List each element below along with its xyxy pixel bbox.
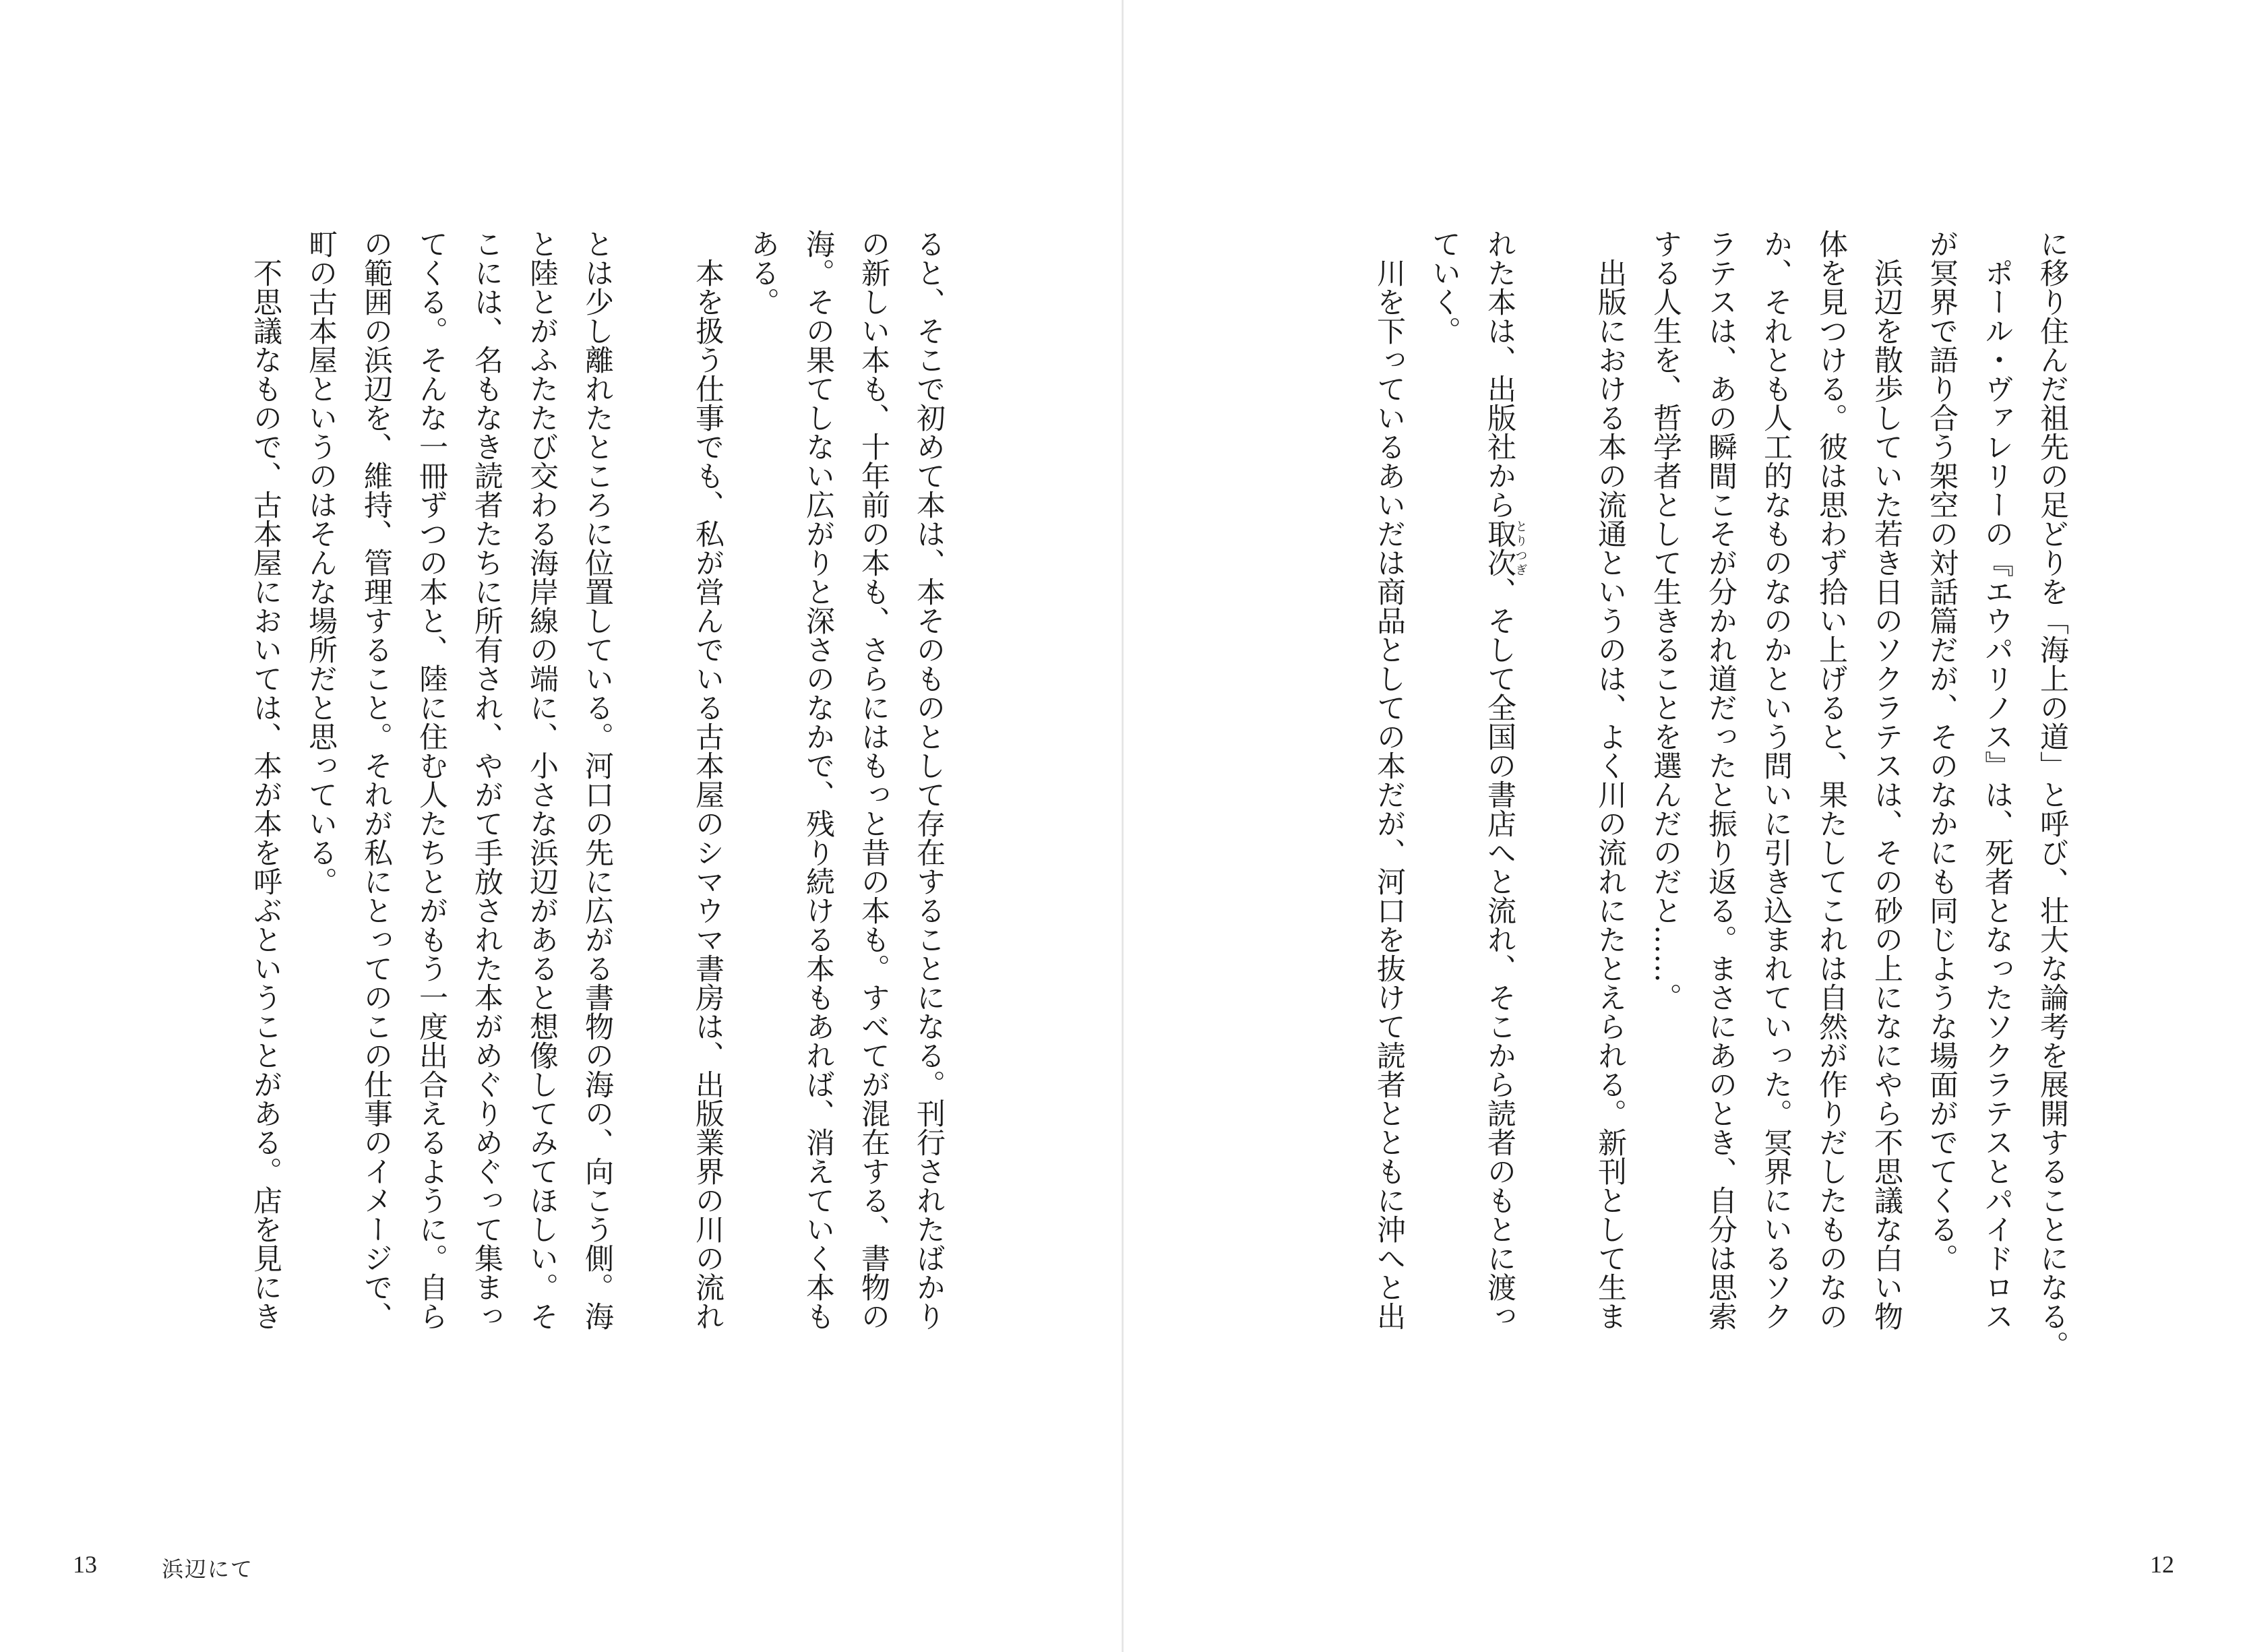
ruby-base: 取次 (1483, 519, 1516, 577)
body-line: と陸とがふたたび交わる海岸線の端に、小さな浜辺があると想像してみてほしい。そ (525, 229, 559, 1330)
page-number-left: 13 (73, 1551, 97, 1578)
running-head: 浜辺にて (162, 1556, 254, 1582)
body-line: 本を扱う仕事でも、私が営んでいる古本屋のシマウマ書房は、出版業界の川の流れ (691, 258, 725, 1330)
page-number-right: 12 (2150, 1551, 2174, 1578)
body-line: こには、名もなき読者たちに所有され、やがて手放された本がめぐりめぐって集まっ (470, 229, 503, 1330)
body-line: 川を下っているあいだは商品としての本だが、河口を抜けて読者とともに沖へと出 (1372, 258, 1406, 1330)
body-line: とは少し離れたところに位置している。河口の先に広がる書物の海の、向こう側。海 (580, 229, 614, 1330)
body-line: 体を見つける。彼は思わず拾い上げると、果たしてこれは自然が作りだしたものなの (1814, 229, 1848, 1330)
body-line: の新しい本も、十年前の本も、さらにはもっと昔の本も。すべてが混在する、書物の (857, 229, 890, 1330)
body-line: てくる。そんな一冊ずつの本と、陸に住む人たちとがもう一度出合えるように。自ら (414, 229, 448, 1330)
body-line: 浜辺を散歩していた若き日のソクラテスは、その砂の上になにやら不思議な白い物 (1870, 258, 1903, 1330)
line-text-before: れた本は、出版社から (1483, 229, 1516, 519)
body-line: ると、そこで初めて本は、本そのものとして存在することになる。刊行されたばかり (912, 229, 946, 1330)
body-line: 不思議なもので、古本屋においては、本が本を呼ぶということがある。店を見にき (249, 258, 282, 1330)
body-line: か、それとも人工的なものなのかという問いに引き込まれていった。冥界にいるソク (1759, 229, 1793, 1330)
body-line: に移り住んだ祖先の足どりを「海上の道」と呼び、壮大な論考を展開することになる。 (2035, 229, 2069, 1359)
ruby-reading: とりつぎ (1513, 519, 1528, 577)
left-page-body (26, 229, 956, 1409)
body-line: ラテスは、あの瞬間こそが分かれ道だったと振り返る。まさにあのとき、自分は思索 (1704, 229, 1737, 1330)
line-text-after: 、そして全国の書店へと流れ、そこから読者のもとに渡っ (1483, 577, 1516, 1330)
body-line: ていく。 (1427, 229, 1461, 345)
body-line: が冥界で語り合う架空の対話篇だが、そのなかにも同じような場面がでてくる。 (1925, 229, 1959, 1273)
body-line: 町の古本屋というのはそんな場所だと思っている。 (304, 229, 338, 896)
right-page (1124, 0, 2247, 1652)
body-line-with-ruby (1472, 229, 1527, 1409)
body-line: 海。その果てしない広がりと深さのなかで、残り続ける本もあれば、消えていく本も (801, 229, 835, 1330)
body-line: 出版における本の流通というのは、よく川の流れにたとえられる。新刊として生ま (1593, 258, 1627, 1330)
body-line: ポール・ヴァレリーの『エウパリノス』は、死者となったソクラテスとパイドロス (1980, 258, 2014, 1330)
body-line: する人生を、哲学者として生きることを選んだのだと……。 (1649, 229, 1682, 1012)
body-line: ある。 (746, 229, 780, 316)
ruby-annotation (1483, 519, 1528, 577)
body-line: の範囲の浜辺を、維持、管理すること。それが私にとってのこの仕事のイメージで、 (359, 229, 393, 1330)
right-page-body (1150, 229, 2080, 1409)
